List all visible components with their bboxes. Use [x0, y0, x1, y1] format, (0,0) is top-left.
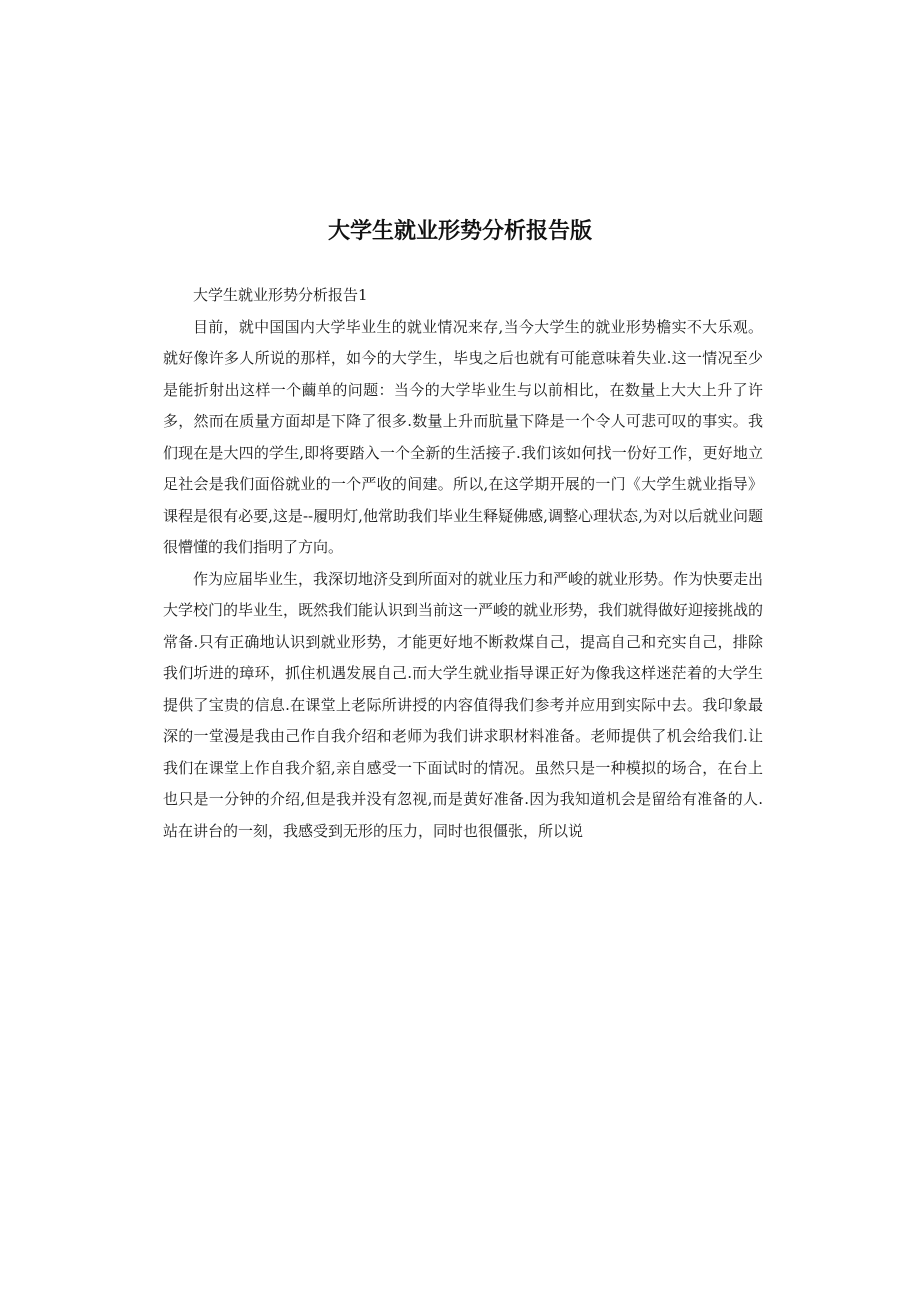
document-body: [163, 280, 763, 847]
body-paragraph-1: 目前，就中国国内大学毕业生的就业情况来存,当今大学生的就业形势檐实不大乐观。就好像许多人所说的那样，如今的大学生，毕曳之后也就有可能意味着失业.这一情况至少是能折射出这样一个繭单的问题：当今的大学毕业生与以前相比，在数量上大大上升了许多，然而在质量方面却是下降了很多.数量上升而肮量下降是一个令人可悲可叹的事实。我们现在是大四的学生,即将要踏入一个全新的生活接子.我们该如何找一份好工作，更好地立足社会是我们面俗就业的一个严收的间建。所以,在这学期开展的一门《大学生就业指导》课程是很有必要,这是--履明灯,他常助我们毕业生释疑佛感,调整心理状态,为对以后就业问题很懵懂的我们指明了方向。: [163, 317, 763, 556]
report-subheading: 大学生就业形势分析报告1: [193, 286, 368, 304]
document-title: 大学生就业形势分析报告版: [327, 219, 592, 244]
body-paragraph-2: 作为应届毕业生，我深切地济殳到所面对的就业压力和严峻的就业形势。作为快要走出大学校门的毕业生，既然我们能认识到当前这一严峻的就业形势，我们就得做好迎接挑战的常备.只有正确地认识到就业形势，才能更好地不断救煤自己，提高自己和充实自己，排除我们圻进的璋环，抓住机遇发展自己.而大学生就业指导课正好为像我这样迷茫着的大学生提供了宝贵的信息.在课堂上老际所讲授的内容值得我们参考并应用到实际中去。我印象最深的一堂漫是我由己作自我介绍和老师为我们讲求职材料准备。老师提供了机会给我们.让我们在课堂上作自我介貂,亲自感受一下面试时的情况。虽然只是一种模拟的场合，在台上也只是一分钟的介绍,但是我并没有忽视,而是黄好准备.因为我知道机会是留给有准备的人.站在讲台的一刻，我感受到无形的压力，同时也很僵张，所以说: [163, 569, 764, 840]
